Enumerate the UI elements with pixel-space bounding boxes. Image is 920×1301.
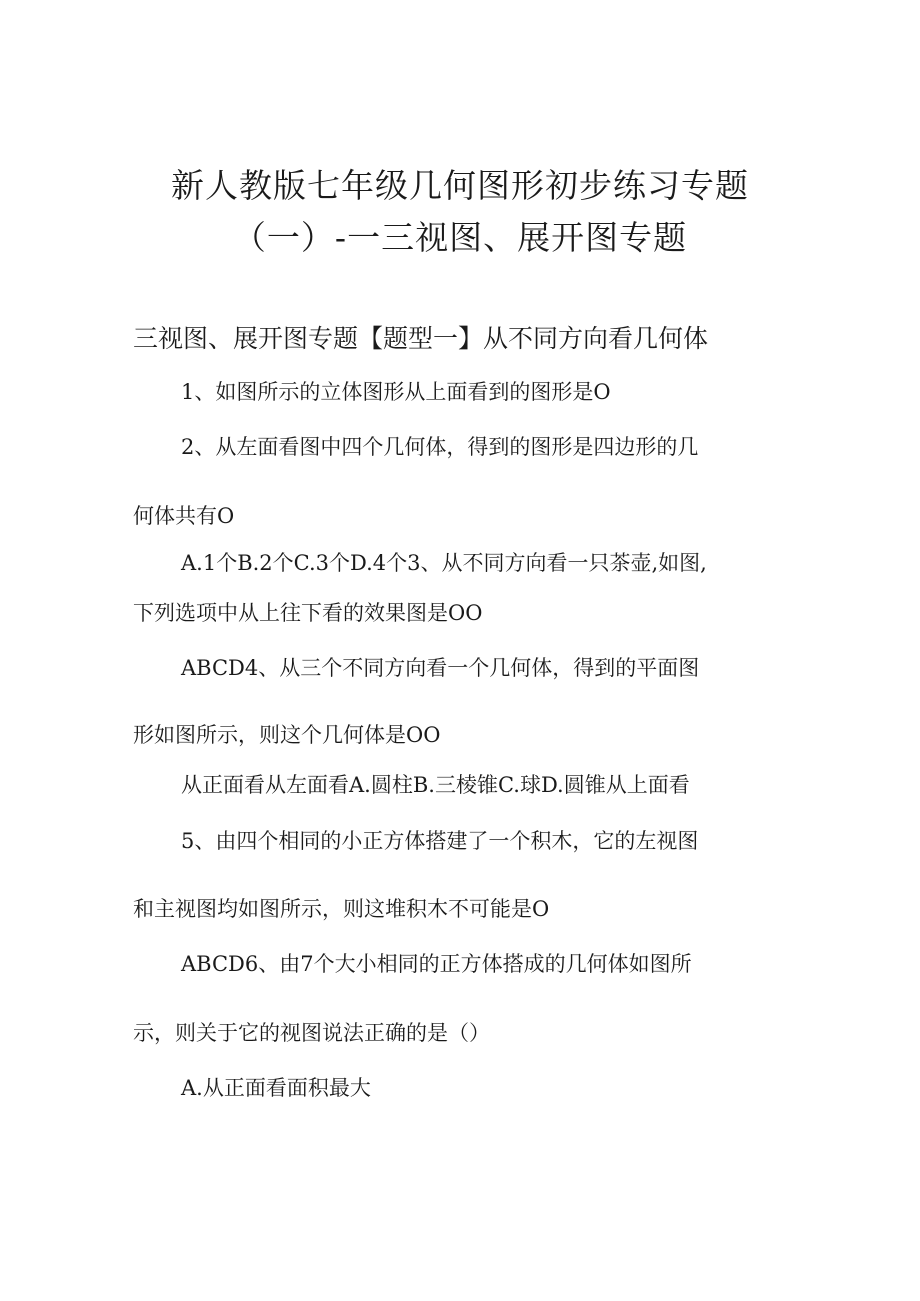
question-2-line-1: 2、从左面看图中四个几何体，得到的图形是四边形的几 [181,435,699,459]
question-1: 1、如图所示的立体图形从上面看到的图形是O [181,380,611,404]
question-2-options-question-3-line-1: A.1个B.2个C.3个D.4个3、从不同方向看一只茶壶,如图, [181,551,707,575]
question-5-line-1: 5、由四个相同的小正方体搭建了一个积木，它的左视图 [181,829,699,853]
question-5-options-question-6-line-1: ABCD6、由7个大小相同的正方体搭成的几何体如图所 [181,952,692,976]
question-3-line-2: 下列选项中从上往下看的效果图是OO [133,601,483,625]
question-4-options: 从正面看从左面看A.圆柱B.三棱锥C.球D.圆锥从上面看 [181,773,690,797]
question-6-option-a: A.从正面看面积最大 [181,1076,371,1100]
question-3-options-question-4-line-1: ABCD4、从三个不同方向看一个几何体，得到的平面图 [181,656,700,680]
question-2-line-2: 何体共有O [133,504,235,528]
question-4-line-2: 形如图所示，则这个几何体是OO [133,723,441,747]
document-title-line-1: 新人教版七年级几何图形初步练习专题 [171,166,749,205]
section-heading: 三视图、展开图专题【题型一】从不同方向看几何体 [133,324,709,353]
question-5-line-2: 和主视图均如图所示，则这堆积木不可能是O [133,897,550,921]
document-title-line-2: （一）-一三视图、展开图专题 [232,218,688,257]
question-6-line-2: 示，则关于它的视图说法正确的是（） [133,1021,490,1045]
